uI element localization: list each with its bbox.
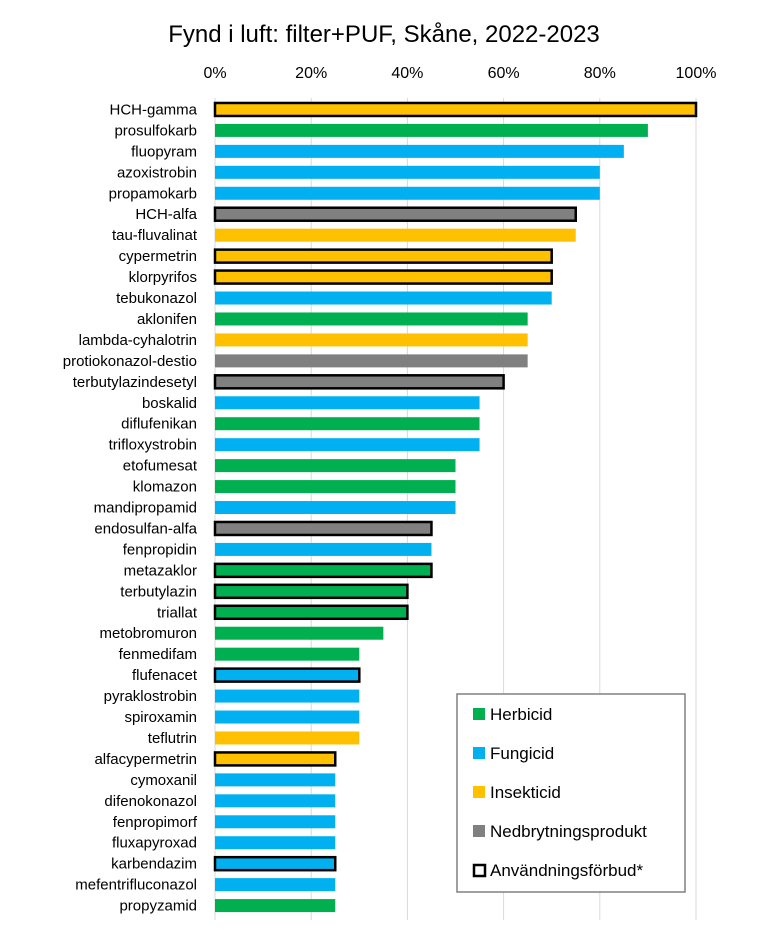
category-label: azoxistrobin bbox=[116, 164, 197, 182]
bar bbox=[215, 857, 335, 870]
bar bbox=[215, 187, 600, 200]
bar bbox=[215, 124, 648, 137]
legend-label: Insekticid bbox=[490, 783, 561, 802]
category-label: endosulfan-alfa bbox=[94, 520, 197, 538]
bar bbox=[215, 396, 480, 409]
legend-swatch bbox=[473, 708, 485, 720]
bar bbox=[215, 543, 431, 556]
category-labels bbox=[63, 101, 198, 914]
category-label: tau-fluvalinat bbox=[111, 227, 197, 245]
category-label: spiroxamin bbox=[124, 709, 197, 727]
category-label: mefentrifluconazol bbox=[75, 876, 197, 894]
bar bbox=[215, 899, 335, 912]
bar bbox=[215, 711, 359, 724]
bar bbox=[215, 438, 480, 451]
category-label: metazaklor bbox=[123, 562, 197, 580]
bar bbox=[215, 627, 383, 640]
x-tick-label: 20% bbox=[295, 65, 328, 82]
bar bbox=[215, 606, 407, 619]
category-label: lambda-cyhalotrin bbox=[78, 331, 197, 349]
category-label: HCH-gamma bbox=[109, 101, 197, 119]
category-label: HCH-alfa bbox=[135, 206, 197, 224]
bar bbox=[215, 312, 528, 325]
bar bbox=[215, 669, 359, 682]
legend bbox=[457, 694, 685, 892]
category-label: fenmedifam bbox=[118, 646, 197, 664]
bar bbox=[215, 690, 359, 703]
bar bbox=[215, 271, 552, 284]
bar bbox=[215, 208, 576, 221]
bar bbox=[215, 250, 552, 263]
category-label: protiokonazol-destio bbox=[62, 352, 197, 370]
bar bbox=[215, 878, 335, 891]
legend-swatch bbox=[474, 865, 485, 876]
bar bbox=[215, 648, 359, 661]
category-label: metobromuron bbox=[99, 625, 197, 643]
category-label: fenpropidin bbox=[122, 541, 197, 559]
bar bbox=[215, 752, 335, 765]
bar bbox=[215, 333, 528, 346]
category-label: mandipropamid bbox=[93, 499, 197, 517]
category-label: tebukonazol bbox=[116, 290, 197, 308]
category-label: klomazon bbox=[132, 478, 197, 496]
category-label: cymoxanil bbox=[130, 771, 197, 789]
legend-swatch bbox=[473, 825, 485, 837]
bar bbox=[215, 731, 359, 744]
category-label: prosulfokarb bbox=[114, 122, 197, 140]
bar bbox=[215, 564, 431, 577]
x-tick-label: 40% bbox=[391, 65, 424, 82]
bar bbox=[215, 480, 456, 493]
category-label: karbendazim bbox=[111, 855, 197, 873]
bar bbox=[215, 166, 600, 179]
category-label: cypermetrin bbox=[118, 248, 197, 266]
category-label: terbutylazindesetyl bbox=[72, 373, 197, 391]
category-label: terbutylazin bbox=[120, 583, 197, 601]
bar bbox=[215, 103, 696, 116]
x-tick-label: 0% bbox=[203, 65, 227, 82]
bar bbox=[215, 375, 504, 388]
bar bbox=[215, 354, 528, 367]
bar bbox=[215, 417, 480, 430]
legend-label: Nedbrytningsprodukt bbox=[490, 822, 647, 841]
legend-label: Användningsförbud* bbox=[490, 861, 644, 880]
x-axis-ticks bbox=[203, 65, 716, 82]
bar bbox=[215, 815, 335, 828]
category-label: fluopyram bbox=[131, 143, 197, 161]
chart-title: Fynd i luft: filter+PUF, Skåne, 2022-2023 bbox=[168, 21, 600, 48]
category-label: propyzamid bbox=[119, 897, 197, 915]
x-tick-label: 80% bbox=[583, 65, 616, 82]
legend-label: Herbicid bbox=[490, 705, 553, 724]
bar bbox=[215, 522, 431, 535]
category-label: fenpropimorf bbox=[112, 813, 197, 831]
category-label: flufenacet bbox=[131, 667, 197, 685]
category-label: pyraklostrobin bbox=[103, 688, 197, 706]
bar bbox=[215, 836, 335, 849]
category-label: klorpyrifos bbox=[128, 269, 197, 287]
bar bbox=[215, 229, 576, 242]
bar bbox=[215, 794, 335, 807]
x-tick-label: 60% bbox=[487, 65, 520, 82]
bar bbox=[215, 773, 335, 786]
bar bbox=[215, 292, 552, 305]
category-label: teflutrin bbox=[147, 729, 197, 747]
category-label: propamokarb bbox=[108, 185, 197, 203]
bar bbox=[215, 459, 456, 472]
bar bbox=[215, 145, 624, 158]
category-label: aklonifen bbox=[136, 310, 197, 328]
category-label: difenokonazol bbox=[104, 792, 197, 810]
legend-swatch bbox=[473, 786, 485, 798]
category-label: trifloxystrobin bbox=[108, 436, 197, 454]
bar bbox=[215, 501, 456, 514]
bar bbox=[215, 585, 407, 598]
category-label: etofumesat bbox=[122, 457, 197, 475]
category-label: diflufenikan bbox=[121, 415, 197, 433]
legend-swatch bbox=[473, 747, 485, 759]
category-label: triallat bbox=[156, 604, 197, 622]
category-label: boskalid bbox=[141, 394, 197, 412]
category-label: fluxapyroxad bbox=[111, 834, 197, 852]
category-label: alfacypermetrin bbox=[94, 750, 197, 768]
x-tick-label: 100% bbox=[675, 65, 717, 82]
legend-label: Fungicid bbox=[490, 744, 555, 763]
